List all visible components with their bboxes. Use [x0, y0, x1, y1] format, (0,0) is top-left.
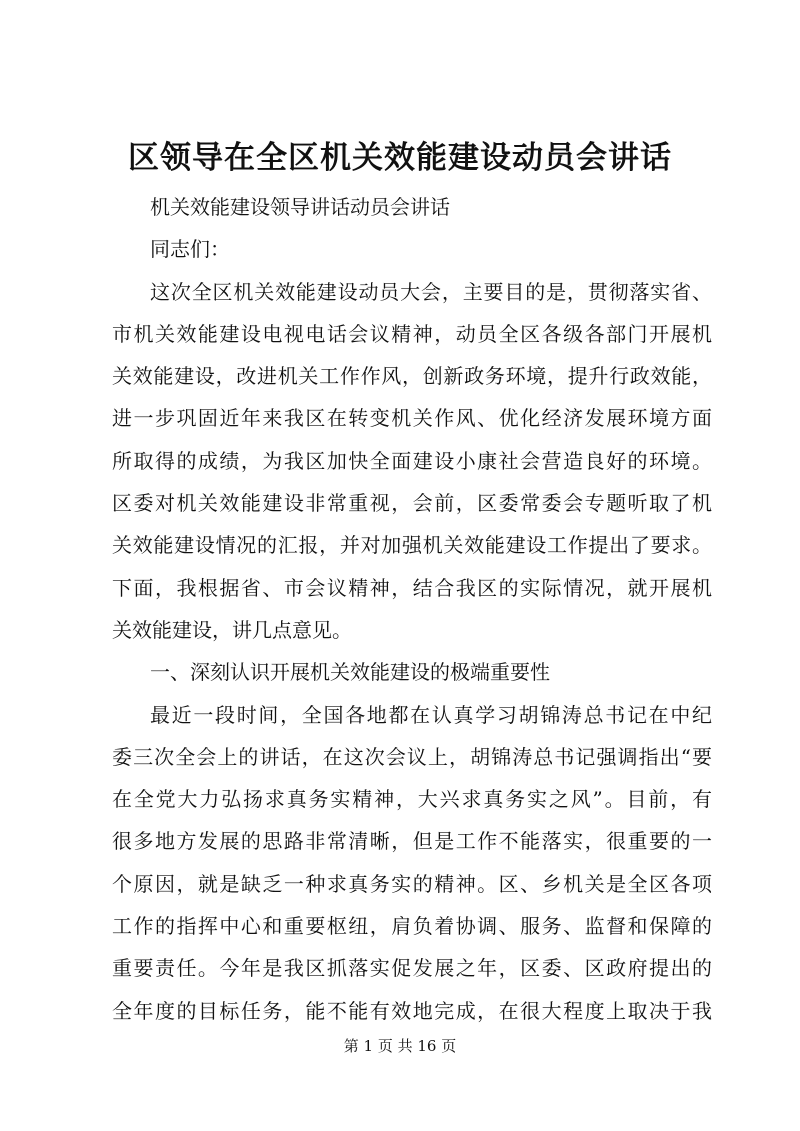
body-line: 工作的指挥中心和重要枢纽，肩负着协调、服务、监督和保障的 — [112, 914, 712, 939]
body-line: 市机关效能建设电视电话会议精神，动员全区各级各部门开展机 — [112, 321, 712, 346]
section-heading: 一、深刻认识开展机关效能建设的极端重要性 — [150, 660, 550, 685]
body-line: 所取得的成绩，为我区加快全面建设小康社会营造良好的环境。 — [112, 448, 712, 473]
body-line: 很多地方发展的思路非常清晰，但是工作不能落实，很重要的一 — [112, 829, 712, 854]
body-line: 关效能建设，讲几点意见。 — [112, 617, 352, 642]
body-line: 最近一段时间，全国各地都在认真学习胡锦涛总书记在中纪 — [150, 702, 712, 727]
page-footer: 第 1 页 共 16 页 — [343, 1037, 457, 1055]
subtitle-line: 机关效能建设领导讲话动员会讲话 — [150, 195, 450, 219]
body-line: 关效能建设情况的汇报，并对加强机关效能建设工作提出了要求。 — [112, 533, 712, 558]
body-line: 进一步巩固近年来我区在转变机关作风、优化经济发展环境方面 — [112, 406, 712, 431]
body-line: 个原因，就是缺乏一种求真务实的精神。区、乡机关是全区各项 — [112, 871, 712, 896]
body-line: 下面，我根据省、市会议精神，结合我区的实际情况，就开展机 — [112, 575, 712, 600]
document-body — [112, 186, 712, 1032]
body-line: 这次全区机关效能建设动员大会，主要目的是，贯彻落实省、 — [150, 279, 712, 304]
salutation-line: 同志们： — [150, 237, 230, 262]
body-line: 全年度的目标任务，能不能有效地完成，在很大程度上取决于我 — [112, 998, 712, 1023]
body-line: 区委对机关效能建设非常重视，会前，区委常委会专题听取了机 — [112, 491, 712, 516]
body-line: 委三次全会上的讲话，在这次会议上，胡锦涛总书记强调指出“要 — [112, 744, 712, 769]
document-title: 区领导在全区机关效能建设动员会讲话 — [128, 140, 672, 176]
body-line: 重要责任。今年是我区抓落实促发展之年，区委、区政府提出的 — [112, 956, 712, 981]
body-line: 在全党大力弘扬求真务实精神，大兴求真务实之风”。目前，有 — [112, 787, 712, 812]
body-line: 关效能建设，改进机关工作作风，创新政务环境，提升行政效能， — [112, 364, 712, 389]
